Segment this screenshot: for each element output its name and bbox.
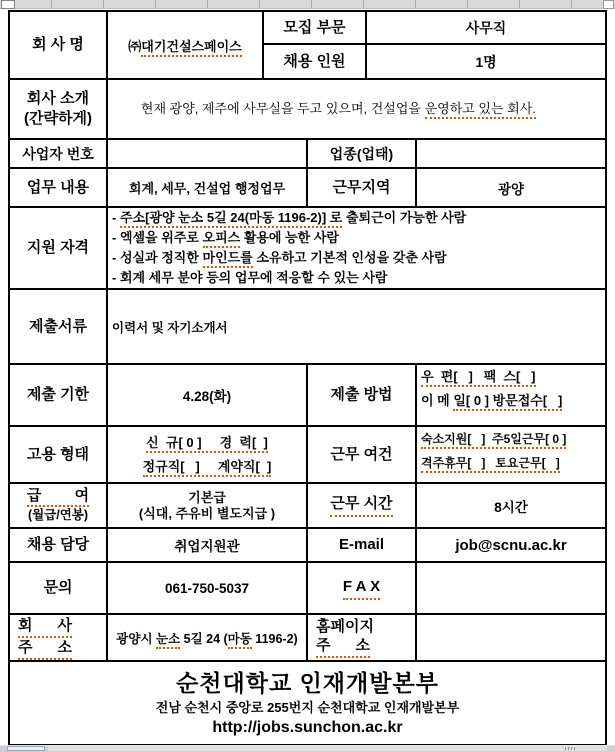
email-value-text: job@scnu.ac.kr	[455, 536, 567, 554]
duties-value	[108, 169, 308, 206]
fax-label	[308, 563, 417, 613]
recruiter-label	[10, 529, 108, 561]
row-recruit-section	[264, 12, 605, 45]
conditions-label-text: 근무 여건	[330, 445, 393, 463]
company-name-label-text: 회 사 명	[32, 36, 84, 53]
recruit-section-value-text: 사무직	[465, 19, 507, 36]
recruiter-value-text: 취업지원관	[174, 539, 240, 554]
intro-value-plain: 현재 광양, 제주에 사무실을 두고 있으며, 건설업을	[140, 101, 425, 116]
qualifications-label	[10, 208, 108, 288]
q3-squiggled: 마인드를	[203, 250, 253, 268]
employment-label	[10, 427, 108, 482]
industry-label-text: 업종(업태)	[329, 145, 394, 162]
work-area-label	[308, 169, 417, 206]
q2-post: 활용에 능한 사람	[240, 230, 339, 245]
recruiter-label-text: 채용 담당	[26, 536, 90, 553]
footer-block	[10, 662, 605, 743]
q1-squiggled: 주소[광양 눈소 5길 24(마동 1196-2)] 로	[120, 210, 342, 228]
industry-label	[308, 140, 417, 167]
inquiry-value-text: 061-750-5037	[164, 580, 250, 596]
sheet-corner-box	[1, 0, 15, 9]
hours-value-text: 8시간	[494, 499, 528, 515]
hire-count-label-text: 채용 인원	[283, 52, 346, 70]
employment-line-1	[146, 431, 268, 455]
salary-label-line2: (월급/연봉)	[27, 508, 89, 522]
business-number-label-text: 사업자 번호	[22, 145, 94, 162]
recruit-section-label-text: 모집 부문	[283, 18, 346, 36]
company-name-value	[108, 12, 264, 78]
recruit-stack	[264, 12, 605, 78]
duties-label	[10, 169, 108, 206]
business-number-label	[10, 140, 108, 167]
method-label	[308, 365, 417, 425]
address-squiggle-1: 눈소	[156, 632, 180, 649]
method-line-2	[421, 389, 562, 413]
conditions-line-2	[421, 451, 560, 475]
method-value	[417, 365, 605, 425]
address-p1: 광양시	[116, 631, 156, 646]
intro-value	[108, 80, 605, 138]
method-email-pre: 이 메	[421, 393, 454, 408]
homepage-label-line2: 주 소	[316, 636, 370, 658]
salary-value-line2: (식대, 주유비 별도지급 )	[138, 505, 276, 521]
documents-label	[10, 290, 108, 363]
qualification-line-2	[112, 228, 339, 248]
work-area-label-text: 근무지역	[332, 178, 391, 196]
employment-label-text: 고용 형태	[26, 445, 90, 463]
deadline-value	[108, 365, 308, 425]
q1-pre: -	[112, 210, 120, 225]
q3-pre: - 성실과 정직한	[112, 250, 203, 265]
row-documents	[10, 290, 605, 365]
scroll-corner-box	[603, 0, 614, 9]
salary-value	[108, 484, 308, 527]
documents-value	[108, 290, 605, 363]
row-address	[10, 615, 605, 662]
business-number-value	[108, 140, 308, 167]
qualification-line-1	[112, 208, 466, 228]
intro-label	[10, 80, 108, 138]
hours-label-text: 근무 시간	[330, 494, 392, 517]
row-company	[10, 12, 605, 80]
address-p2: 5길 24 (	[180, 631, 228, 646]
deadline-value-text: 4.28(화)	[182, 389, 232, 404]
row-qualifications	[10, 208, 605, 290]
hire-count-label	[264, 45, 367, 78]
footer-url: http://jobs.sunchon.ac.kr	[212, 718, 403, 736]
address-label-line2: 주 소	[18, 638, 72, 660]
row-employment	[10, 427, 605, 484]
q3-post: 소유하고 기본적 인성을 갖춘 사람	[252, 250, 447, 265]
row-bizno	[10, 140, 605, 169]
row-footer	[10, 662, 605, 743]
employment-value	[108, 427, 308, 482]
address-value	[108, 615, 308, 660]
hours-label	[308, 484, 417, 527]
footer-address: 전남 순천시 중앙로 255번지 순천대학교 인재개발본부	[155, 699, 460, 715]
address-label-line1: 회 사	[18, 616, 72, 638]
conditions-value	[417, 427, 605, 482]
row-deadline	[10, 365, 605, 427]
qualification-line-3	[112, 248, 447, 268]
recruiter-value	[108, 529, 308, 561]
email-label	[308, 529, 417, 561]
conditions-lodging-5day: 숙소지원[ ] 주5일근무[ 0 ]	[421, 432, 566, 449]
inquiry-label	[10, 563, 108, 613]
documents-label-text: 제출서류	[29, 317, 87, 335]
address-label	[10, 615, 108, 660]
email-value	[417, 529, 605, 561]
industry-value	[417, 140, 605, 167]
footer-title: 순천대학교 인재개발본부	[176, 669, 439, 696]
qualifications-value	[108, 208, 605, 288]
intro-label-line1: 회사 소개	[26, 90, 90, 107]
q2-squiggled: 오피스	[203, 230, 241, 248]
q1-post: 출퇴근이 가능한 사람	[342, 210, 467, 225]
scrollbar-grip-dots	[565, 747, 575, 750]
address-squiggle-2: 마동	[228, 632, 252, 649]
recruit-section-value	[367, 12, 605, 43]
row-recruiter	[10, 529, 605, 563]
qualifications-label-text: 지원 자격	[26, 239, 90, 256]
scrollbar-track[interactable]	[48, 746, 607, 751]
company-name-text: 대기건설스페이스	[141, 39, 241, 57]
column-ruler	[0, 0, 615, 9]
qualification-line-4	[112, 268, 387, 288]
row-hire-count	[264, 45, 605, 78]
salary-label-line1: 급 여	[27, 488, 89, 507]
company-prefix: ㈜	[128, 38, 142, 54]
bottom-scrollbar[interactable]	[0, 745, 615, 752]
work-area-value	[417, 169, 605, 206]
conditions-label	[308, 427, 417, 482]
hire-count-value	[367, 45, 605, 78]
method-line-1	[421, 365, 536, 389]
address-p3: 1196-2)	[251, 631, 298, 646]
employment-regular-contract: 정규직[ ] 계약직[ ]	[143, 459, 272, 477]
row-inquiry	[10, 563, 605, 615]
duties-value-text: 회계, 세무, 건설업 행정업무	[128, 181, 286, 196]
documents-value-text: 이력서 및 자기소개서	[112, 320, 228, 335]
row-duties	[10, 169, 605, 208]
work-area-value-text: 광양	[497, 181, 525, 197]
row-intro	[10, 80, 605, 140]
row-salary	[10, 484, 605, 529]
salary-value-line1: 기본급	[188, 489, 226, 505]
q2-pre: - 엑셀을 위주로	[112, 230, 203, 245]
conditions-biweekly-saturday: 격주휴무[ ] 토요근무[ ]	[421, 456, 560, 473]
intro-value-squiggled: 운영하고 있는 회사.	[425, 101, 536, 119]
intro-label-line2: (간략하게)	[24, 110, 92, 127]
hire-count-value-text: 1명	[475, 53, 497, 70]
employment-new-exp: 신 규[ 0 ] 경 력[ ]	[146, 435, 268, 453]
recruit-section-label	[264, 12, 367, 43]
homepage-value	[417, 615, 605, 660]
method-mail-fax: 우 편[ ] 팩 스[ ]	[421, 369, 536, 387]
inquiry-label-text: 문의	[43, 579, 73, 596]
inquiry-value	[108, 563, 308, 613]
deadline-label	[10, 365, 108, 425]
company-name-label	[10, 12, 108, 78]
method-email-visit: 일[ 0 ] 방문접수[ ]	[453, 393, 562, 411]
method-label-text: 제출 방법	[330, 386, 393, 403]
conditions-line-1	[421, 427, 566, 451]
email-label-text: E-mail	[338, 536, 384, 553]
duties-label-text: 업무 내용	[26, 178, 90, 196]
deadline-label-text: 제출 기한	[26, 386, 90, 403]
salary-label	[10, 484, 108, 527]
hours-value	[417, 484, 605, 527]
employment-line-2	[143, 455, 272, 479]
job-posting-form	[8, 10, 607, 746]
homepage-label-line1: 홈페이지	[316, 618, 374, 635]
homepage-label	[308, 615, 417, 660]
fax-value	[417, 563, 605, 613]
q4-text: - 회계 세무 분야 등의 업무에 적응할 수 있는 사람	[112, 270, 388, 285]
fax-label-text: F A X	[343, 577, 380, 600]
scrollbar-thumb[interactable]	[7, 746, 45, 751]
